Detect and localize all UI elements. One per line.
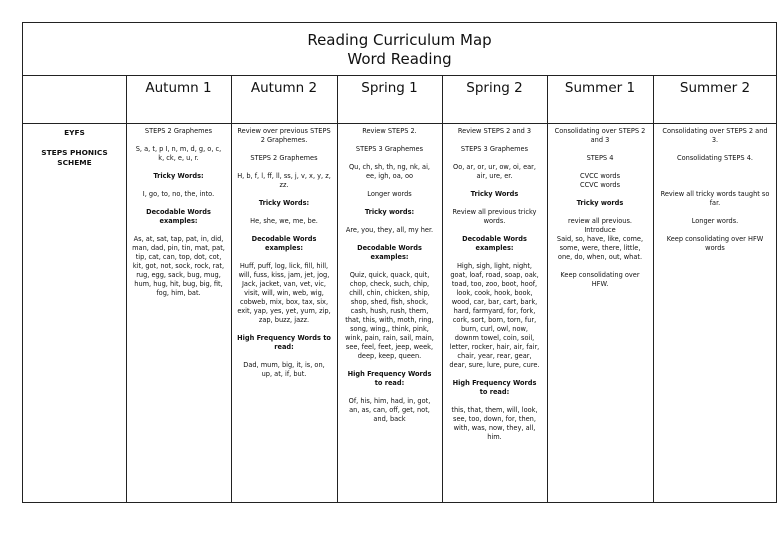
tricky-review-text: review all previous. bbox=[568, 217, 632, 225]
summer-2-cell bbox=[653, 123, 777, 502]
column-header-spring-1: Spring 1 bbox=[361, 80, 418, 96]
tricky-words-heading: Tricky words: bbox=[364, 208, 415, 216]
curriculum-map-table bbox=[22, 22, 777, 503]
consolidate-text: Consolidating over STEPS 2 and 3 bbox=[554, 127, 646, 144]
autumn-2-cell bbox=[231, 123, 337, 502]
consolidate-text: Consolidating over STEPS 2 and 3. bbox=[662, 127, 768, 144]
tricky-words-heading: Tricky Words: bbox=[258, 199, 310, 207]
graphemes-list: H, b, f, l, ff, ll, ss, j, v, x, y, z, zz. bbox=[237, 172, 331, 189]
decodable-words-list: High, sigh, light, night, goat, loaf, road, soap, oak, toad, too, zoo, boot, hoof, look, cook, hook, book, wood, car, bar, cart, bark, hard, farmyard, for, fork, cork, sort, born, torn, fur, burn, curl, owl, now, downm towel, coin, soil, letter, rocker, hair, air, fair, chair, year, rear, gear, dear, sure, lure, pure, cure. bbox=[449, 262, 540, 369]
graphemes-list: Oo, ar, or, ur, ow, oi, ear, air, ure, er. bbox=[453, 163, 536, 180]
hfw-list: Dad, mum, big, it, is, on, up, at, if, but. bbox=[243, 361, 325, 378]
tricky-words-heading: Tricky words bbox=[576, 199, 624, 207]
page-subtitle: Word Reading bbox=[347, 50, 452, 68]
steps-text: STEPS 4 bbox=[586, 154, 614, 162]
column-header-spring-2: Spring 2 bbox=[466, 80, 523, 96]
row-label-cell bbox=[23, 123, 126, 502]
spring-1-cell bbox=[337, 123, 442, 502]
graphemes-list: S, a, t, p I, n, m, d, g, o, c, k, ck, e, u, r. bbox=[135, 145, 222, 162]
stage-label: EYFS bbox=[64, 128, 85, 137]
decodable-words-heading: Decodable Words examples: bbox=[357, 244, 422, 261]
review-text: Review STEPS 2 and 3 bbox=[457, 127, 532, 135]
keep-consolidating-text: Keep consolidating over HFW words bbox=[666, 235, 764, 252]
graphemes-heading: STEPS 2 Graphemes bbox=[144, 127, 213, 135]
graphemes-heading: STEPS 3 Graphemes bbox=[460, 145, 529, 153]
tricky-words-list: Are, you, they, all, my her. bbox=[345, 226, 434, 234]
longer-words-text: Longer words. bbox=[691, 217, 739, 225]
tricky-words-list: He, she, we, me, be. bbox=[250, 217, 318, 225]
review-text: Review all tricky words taught so far. bbox=[660, 190, 770, 207]
tricky-words-heading: Tricky Words: bbox=[153, 172, 204, 180]
hfw-heading: High Frequency Words to read: bbox=[452, 379, 537, 396]
steps-text: Consolidating STEPS 4. bbox=[677, 154, 753, 162]
decodable-words-list: Quiz, quick, quack, quit, chop, check, such, chip, chill, chin, chicken, ship, shop, shed, fish, shock, cash, hush, rush, them, that, this, with, moth, ring, song, wing,, think, pink, wink, pain, rain, sail, main, see, feel, feet, jeep, week, deep, keep, queen. bbox=[345, 271, 434, 360]
graphemes-list: Qu, ch, sh, th, ng, nk, ai, ee, igh, oa, oo bbox=[348, 163, 431, 180]
graphemes-heading: STEPS 3 Graphemes bbox=[355, 145, 424, 153]
cvcc-text: CVCC words bbox=[579, 172, 621, 180]
review-text: Review over previous STEPS 2 Graphemes. bbox=[237, 127, 331, 144]
tricky-words-list: Review all previous tricky words. bbox=[452, 208, 537, 225]
column-header-autumn-2: Autumn 2 bbox=[250, 80, 318, 96]
hfw-heading: High Frequency Words to read: bbox=[237, 334, 331, 351]
summer-1-cell bbox=[547, 123, 653, 502]
hfw-heading: High Frequency Words to read: bbox=[347, 370, 432, 387]
column-header-autumn-1: Autumn 1 bbox=[145, 80, 212, 96]
graphemes-heading: STEPS 2 Graphemes bbox=[250, 154, 318, 162]
scheme-label: STEPS PHONICS SCHEME bbox=[41, 148, 108, 167]
hfw-list: Of, his, him, had, in, got, an, as, can, off, get, not, and, back bbox=[348, 397, 431, 423]
introduce-text: Introduce bbox=[584, 226, 616, 234]
decodable-words-list: As, at, sat, tap, pat, in, did, man, dad, pin, tin, mat, pat, tip, cat, can, top, dot, cot, kit, got, not, sock, rock, rat, rug, egg, sack, bug, mug, hum, hug, hit, bug, big, fit, fog, him, bat. bbox=[132, 235, 225, 297]
column-header-row bbox=[23, 75, 776, 124]
decodable-words-heading: Decodable Words examples: bbox=[462, 235, 527, 252]
decodable-words-heading: Decodable Words examples: bbox=[251, 235, 317, 252]
page-title: Reading Curriculum Map bbox=[307, 31, 492, 49]
autumn-1-cell bbox=[126, 123, 231, 502]
spring-2-cell bbox=[442, 123, 547, 502]
hfw-list: this, that, them, will, look, see, too, down, for, then, with, was, now, they, all, him. bbox=[451, 406, 538, 441]
decodable-words-heading: Decodable Words examples: bbox=[146, 208, 211, 225]
longer-words-text: Longer words bbox=[367, 190, 412, 198]
review-text: Review STEPS 2. bbox=[362, 127, 417, 135]
decodable-words-list: Huff, puff, log, lick, fill, hill, will, fuss, kiss, jam, jet, jog, Jack, jacket, van, vet, vic, visit, will, win, web, wig, cobweb, mix, box, tax, six, exit, yap, yes, yet, yum, zip, zap, buzz, jazz. bbox=[237, 262, 331, 324]
column-header-summer-2: Summer 2 bbox=[679, 80, 751, 96]
tricky-words-list: I, go, to, no, the, into. bbox=[142, 190, 215, 198]
tricky-words-list: Said, so, have, like, come, some, were, there, little, one, do, when, out, what. bbox=[556, 235, 644, 261]
ccvc-text: CCVC words bbox=[579, 181, 621, 189]
tricky-words-heading: Tricky Words bbox=[470, 190, 519, 198]
title-block bbox=[23, 23, 776, 76]
column-header-summer-1: Summer 1 bbox=[564, 80, 636, 96]
keep-consolidating-text: Keep consolidating over HFW. bbox=[560, 271, 640, 288]
